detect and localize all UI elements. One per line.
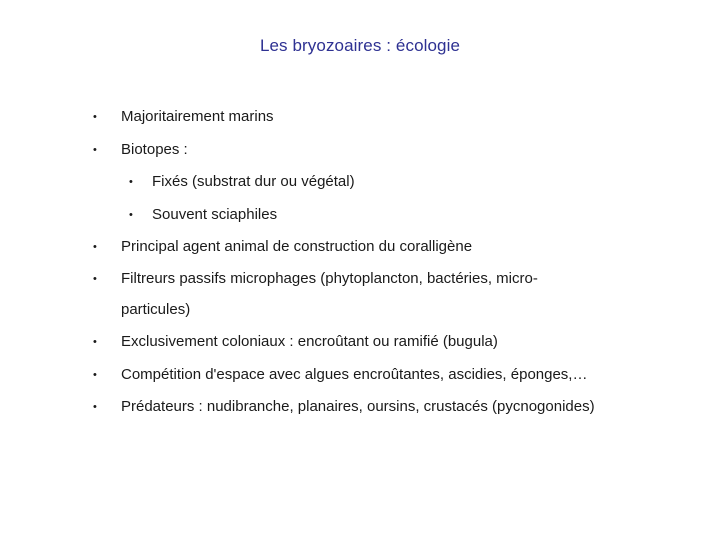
list-item: Majoritairement marins (121, 108, 274, 125)
list-item: Exclusivement coloniaux : encroûtant ou ramifié (bugula) (121, 333, 498, 350)
list-item: Biotopes : (121, 141, 188, 158)
sub-list-item: Souvent sciaphiles (152, 206, 278, 223)
bullet-icon: • (93, 336, 97, 348)
slide-title: Les bryozoaires : écologie (259, 36, 461, 55)
list-item: Compétition d'espace avec algues encroûtantes, ascidies, éponges,… (121, 366, 588, 383)
list-item: Filtreurs passifs microphages (phytoplancton, bactéries, micro- (121, 270, 538, 287)
sub-bullet-icon: • (129, 209, 133, 221)
bullet-icon: • (93, 369, 97, 381)
list-item: Principal agent animal de construction du coralligène (121, 238, 473, 255)
list-item: Prédateurs : nudibranche, planaires, oursins, crustacés (pycnogonides) (121, 398, 595, 415)
sub-bullet-icon: • (129, 176, 133, 188)
bullet-icon: • (93, 111, 97, 123)
bullet-icon: • (93, 144, 97, 156)
list-item-continuation: particules) (121, 301, 191, 318)
bullet-icon: • (93, 241, 97, 253)
bullet-icon: • (93, 401, 97, 413)
sub-list-item: Fixés (substrat dur ou végétal) (152, 173, 355, 190)
bullet-icon: • (93, 273, 97, 285)
